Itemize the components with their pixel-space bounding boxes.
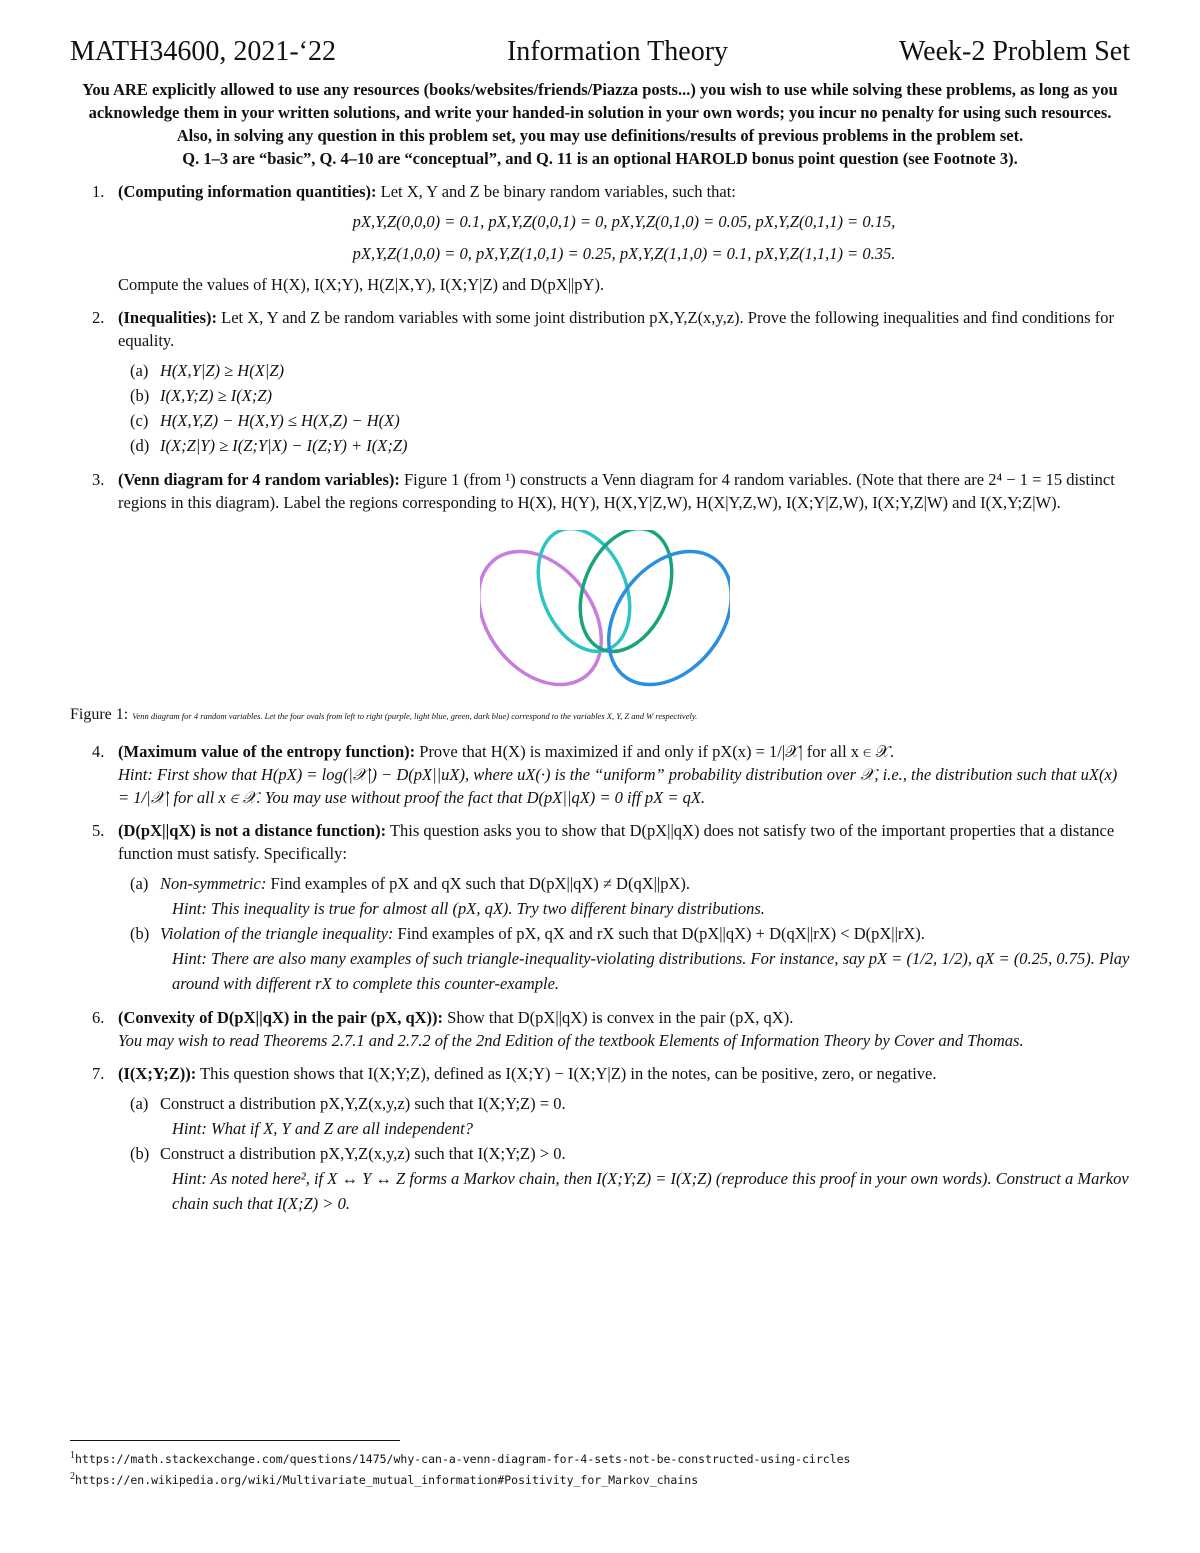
problem-number: 1. — [92, 182, 105, 201]
joint-distribution-row-1: pX,Y,Z(0,0,0) = 0.1, pX,Y,Z(0,0,1) = 0, pX,Y,Z(0,1,0) = 0.05, pX,Y,Z(0,1,1) = 0.15, — [352, 212, 896, 231]
footnote-link[interactable]: https://math.stackexchange.com/questions/1475/why-can-a-venn-diagram-for-4-sets-not-be-constructed-using-circles — [75, 1451, 851, 1466]
subject-title: Information Theory — [506, 36, 729, 67]
joint-distribution-row-2: pX,Y,Z(1,0,0) = 0, pX,Y,Z(1,0,1) = 0.25, pX,Y,Z(1,1,0) = 0.1, pX,Y,Z(1,1,1) = 0.35. — [352, 244, 896, 263]
problem-text: Let X, Y and Z be random variables with some joint distribution pX,Y,Z(x,y,z). Prove the following inequalities and find conditions for equality. — [118, 308, 1114, 350]
item-lead: Non-symmetric: — [160, 874, 267, 893]
item-hint: Hint: There are also many examples of such triangle-inequality-violating distributions. For instance, say pX = (1/2, 1/2), qX = (0.25, 0.75). Play around with different rX to complete this counter-example. — [172, 949, 1130, 993]
problem-list — [70, 180, 1130, 514]
problem-task: Compute the values of H(X), I(X;Y), H(Z|X,Y), I(X;Y|Z) and D(pX||pY). — [118, 275, 605, 294]
inequality-item — [130, 383, 1130, 408]
inequality-item — [130, 408, 1130, 433]
item-label: (a) — [130, 1094, 149, 1113]
venn-diagram-figure — [70, 530, 1130, 695]
problem-text: Prove that H(X) is maximized if and only if pX(x) = 1/|𝒳| for all x ∈ 𝒳. — [415, 742, 894, 761]
problem-text: Figure 1 (from ¹) constructs a Venn diagram for 4 random variables. (Note that there are 2⁴ − 1 = 15 distinct regions in this diagram). Label the regions corresponding to H(X), H(Y), H(X,Y|Z,W), H(X|Y,Z,W), I(X;Y|Z,W), I(X;Y,Z|W) and I(X,Y;Z|W). — [118, 470, 1115, 512]
problem-2 — [70, 306, 1130, 458]
footnote-number: 1 — [70, 1450, 75, 1461]
oval-x-purple — [480, 530, 627, 695]
problem-6 — [70, 1006, 1130, 1052]
problem-set-title: Week-2 Problem Set — [898, 36, 1130, 67]
problem-title: (Venn diagram for 4 random variables): — [118, 470, 400, 489]
subpart-item — [130, 871, 1130, 921]
problem-hint: Hint: First show that H(pX) = log(|𝒳|) − D(pX||uX), where uX(·) is the “uniform” probability distribution over 𝒳, i.e., the distribution such that uX(x) = 1/|𝒳| for all x ∈ 𝒳. You may use without proof the fact that D(pX||qX) = 0 iff pX = qX. — [118, 765, 1118, 807]
figure-label: Figure 1: — [70, 706, 129, 723]
item-formula: H(X,Y|Z) ≥ H(X|Z) — [160, 361, 284, 380]
item-label: (a) — [130, 874, 149, 893]
inequality-list — [130, 358, 1130, 458]
oval-z-green — [563, 530, 689, 665]
oval-w-dark-blue — [583, 530, 730, 695]
problem-title: (Inequalities): — [118, 308, 217, 327]
footnote-link[interactable]: https://en.wikipedia.org/wiki/Multivariate_mutual_information#Positivity_for_Markov_chains — [75, 1472, 699, 1487]
item-hint: Hint: What if X, Y and Z are all independent? — [172, 1119, 473, 1138]
subpart-list — [130, 1091, 1130, 1216]
figure-caption — [70, 705, 1130, 726]
item-label: (d) — [130, 436, 150, 455]
item-label: (b) — [130, 924, 150, 943]
problem-4 — [70, 740, 1130, 809]
footnote-1 — [70, 1447, 1130, 1468]
subpart-item — [130, 1141, 1130, 1216]
item-text: Construct a distribution pX,Y,Z(x,y,z) such that I(X;Y;Z) = 0. — [160, 1094, 566, 1113]
footnote-number: 2 — [70, 1470, 75, 1482]
item-label: (a) — [130, 361, 149, 380]
intro-paragraph: You ARE explicitly allowed to use any resources (books/websites/friends/Piazza posts...) you wish to use while solving these problems, as long as you acknowledge them in your written solutions, and write your handed-in solution in your own words; you incur no penalty for using such resources. Also, in solving any question in this problem set, you may use definitions/results of previous problems in the problem set. — [82, 80, 1118, 145]
problem-1 — [70, 180, 1130, 296]
item-formula: I(X;Z|Y) ≥ I(Z;Y|X) − I(Z;Y) + I(X;Z) — [160, 436, 408, 455]
problem-number: 4. — [92, 742, 105, 761]
problem-number: 7. — [92, 1064, 105, 1083]
problem-title: (I(X;Y;Z)): — [118, 1064, 197, 1083]
item-text: Find examples of pX and qX such that D(pX||qX) ≠ D(qX||pX). — [266, 874, 691, 893]
footnote-rule — [70, 1440, 400, 1441]
problem-set-page — [70, 36, 1130, 1216]
subpart-item — [130, 921, 1130, 996]
item-formula: I(X,Y;Z) ≥ I(X;Z) — [160, 386, 273, 405]
item-label: (b) — [130, 386, 150, 405]
item-formula: H(X,Y,Z) − H(X,Y) ≤ H(X,Z) − H(X) — [160, 411, 400, 430]
inequality-item — [130, 358, 1130, 383]
problem-text: This question shows that I(X;Y;Z), defined as I(X;Y) − I(X;Y|Z) in the notes, can be positive, zero, or negative. — [196, 1064, 937, 1083]
venn-diagram — [480, 530, 730, 695]
problem-number: 5. — [92, 821, 105, 840]
problem-3 — [70, 468, 1130, 514]
item-label: (c) — [130, 411, 149, 430]
problem-number: 2. — [92, 308, 105, 327]
page-header — [70, 36, 1130, 72]
subpart-list — [130, 871, 1130, 996]
problem-7 — [70, 1062, 1130, 1216]
item-hint: Hint: This inequality is true for almost all (pX, qX). Try two different binary distributions. — [172, 899, 765, 918]
item-text: Find examples of pX, qX and rX such that D(pX||qX) + D(qX||rX) < D(pX||rX). — [393, 924, 925, 943]
course-code: MATH34600, 2021-‘22 — [70, 36, 336, 67]
problem-title: (Maximum value of the entropy function): — [118, 742, 416, 761]
item-lead: Violation of the triangle inequality: — [160, 924, 394, 943]
problem-title: (Computing information quantities): — [118, 182, 377, 201]
problem-title: (Convexity of D(pX||qX) in the pair (pX, qX)): — [118, 1008, 444, 1027]
problem-text: Show that D(pX||qX) is convex in the pair (pX, qX). — [443, 1008, 794, 1027]
footnote-2 — [70, 1468, 1130, 1489]
problem-5 — [70, 819, 1130, 996]
subpart-item — [130, 1091, 1130, 1141]
oval-y-light-blue — [521, 530, 647, 665]
item-text: Construct a distribution pX,Y,Z(x,y,z) such that I(X;Y;Z) > 0. — [160, 1144, 566, 1163]
inequality-item — [130, 433, 1130, 458]
problem-hint: You may wish to read Theorems 2.7.1 and 2.7.2 of the 2nd Edition of the textbook Elements of Information Theory by Cover and Thomas. — [118, 1031, 1024, 1050]
figure-caption-text: Venn diagram for 4 random variables. Let the four ovals from left to right (purple, light blue, green, dark blue) correspond to the variables X, Y, Z and W respectively. — [132, 711, 698, 721]
item-label: (b) — [130, 1144, 150, 1163]
problem-text: This question asks you to show that D(pX||qX) does not satisfy two of the important properties that a distance function must satisfy. Specifically: — [118, 821, 1115, 863]
item-hint: Hint: As noted here², if X ↔ Y ↔ Z forms a Markov chain, then I(X;Y;Z) = I(X;Z) (reproduce this proof in your own words). Construct a Markov chain such that I(X;Z) > 0. — [172, 1169, 1129, 1213]
problem-number: 6. — [92, 1008, 105, 1027]
problem-list-continued — [70, 740, 1130, 1216]
problem-number: 3. — [92, 470, 105, 489]
footnotes — [70, 1440, 1130, 1489]
problem-title: (D(pX||qX) is not a distance function): — [118, 821, 387, 840]
problem-text: Let X, Y and Z be binary random variables, such that: — [376, 182, 736, 201]
question-categories-note: Q. 1–3 are “basic”, Q. 4–10 are “conceptual”, and Q. 11 is an optional HAROLD bonus point question (see Footnote 3). — [182, 149, 1018, 168]
